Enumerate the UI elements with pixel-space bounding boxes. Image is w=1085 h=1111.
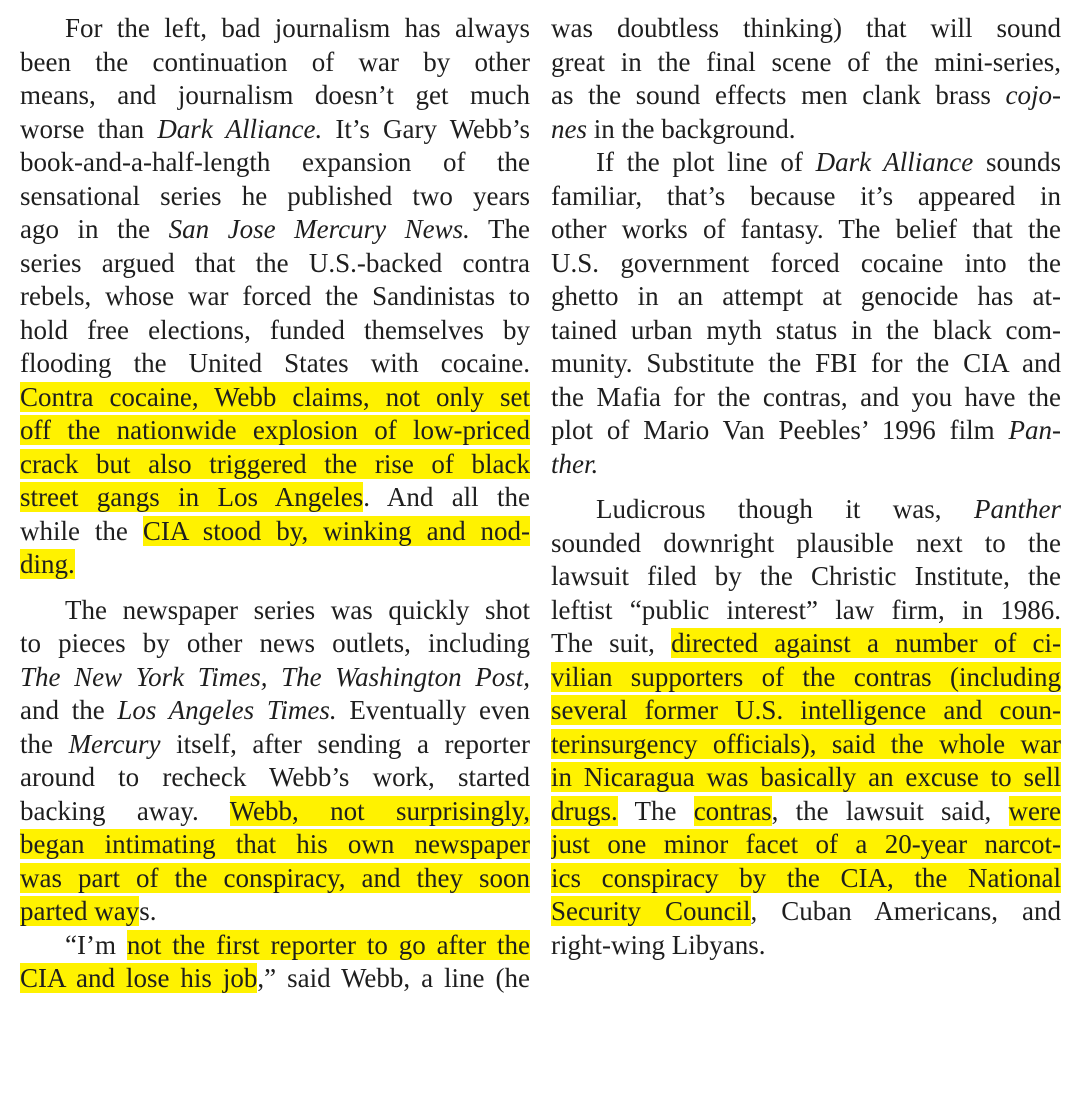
italic-text: cojo- [1005, 80, 1061, 110]
text-line: means, and journalism doesn’t get much [20, 80, 530, 110]
highlighted-text: directed against a number of ci- [671, 628, 1061, 658]
text-line: The newspaper series was quickly shot [65, 594, 530, 625]
text-run: , Cuban Americans, and [750, 896, 1061, 926]
highlighted-text: not the first reporter to go after the [126, 929, 530, 960]
text-run: itself, after sending a reporter [160, 728, 530, 759]
left-column [20, 12, 530, 996]
text-line: right-wing Libyans. [551, 929, 766, 960]
text-line [20, 962, 530, 996]
highlighted-text: in Nicaragua was basically an excuse to sell [551, 762, 1061, 792]
text-line: rebels, whose war forced the Sandinistas to [20, 281, 530, 311]
highlighted-text: crack but also triggered the rise of black [20, 448, 530, 479]
text-run: and the [20, 695, 118, 725]
text-line [20, 694, 530, 728]
newspaper-title: The New York Times, [20, 661, 268, 692]
text-line: great in the final scene of the mini-series, [551, 46, 1061, 77]
text-line [551, 414, 1061, 448]
text-line [20, 481, 530, 515]
highlighted-text: off the nationwide explosion of low-priced [20, 415, 530, 445]
highlighted-text: parted way [20, 896, 140, 926]
text-line [551, 728, 1061, 762]
paragraph [20, 594, 530, 929]
highlighted-text: began intimating that his own newspaper [20, 829, 530, 859]
text-run: in the background. [587, 113, 796, 144]
highlighted-text: Webb, not surprisingly, [229, 795, 530, 826]
text-line: series argued that the U.S.-backed contra [20, 247, 530, 278]
text-run: s. [139, 896, 157, 926]
text-run: sounds [973, 147, 1061, 177]
text-line [551, 761, 1061, 795]
text-run: The suit, [551, 628, 672, 658]
text-line: was doubtless thinking) that will sound [551, 13, 1061, 43]
text-line [551, 627, 1061, 661]
text-line: ghetto in an attempt at genocide has at- [551, 281, 1061, 311]
text-line [551, 146, 1061, 180]
highlighted-text: vilian supporters of the contras (including [551, 661, 1061, 692]
highlighted-text: Contra cocaine, Webb claims, not only set [20, 381, 530, 412]
text-line: leftist “public interest” law firm, in 1986. [551, 594, 1061, 625]
text-line: U.S. government forced cocaine into the [551, 247, 1061, 278]
text-line [551, 895, 1061, 929]
text-run: worse than [20, 113, 158, 144]
text-run: Ludicrous though it was, [596, 494, 974, 524]
highlighted-text: were [1008, 795, 1061, 826]
newspaper-title: San Jose Mercury News. [168, 214, 470, 244]
text-line [551, 661, 1061, 695]
text-line [20, 448, 530, 482]
text-line: tained urban myth status in the black com- [551, 314, 1061, 345]
text-line: lawsuit filed by the Christic Institute, the [551, 561, 1061, 591]
text-run: If the plot line of [596, 147, 816, 177]
text-line [20, 728, 530, 762]
text-line [20, 828, 530, 862]
text-line [20, 414, 530, 448]
text-run: The [469, 214, 530, 244]
text-run: It’s Gary Webb’s [322, 113, 530, 144]
paragraph [551, 12, 1061, 146]
highlighted-text: terinsurgency officials), said the whole war [551, 728, 1061, 759]
text-run: ,” said Webb, a line (he [257, 963, 530, 993]
paragraph [20, 929, 530, 996]
newspaper-title: Mercury [68, 728, 161, 759]
text-run: plot of Mario Van Peebles’ 1996 film [551, 415, 1009, 445]
highlighted-text: drugs. [551, 795, 618, 826]
text-line [20, 795, 530, 829]
text-run: while the [20, 515, 143, 546]
highlighted-text: street gangs in Los Angeles [20, 482, 364, 512]
text-run [268, 662, 282, 692]
text-line: sounded downright plausible next to the [551, 527, 1061, 558]
book-title: Dark Alliance. [157, 113, 323, 144]
text-line [20, 381, 530, 415]
text-line [551, 795, 1061, 829]
text-line: hold free elections, funded themselves by [20, 314, 530, 345]
text-line: sensational series he published two years [20, 180, 530, 211]
text-line [20, 113, 530, 147]
paragraph [551, 493, 1061, 962]
text-run: The [617, 795, 694, 826]
text-line: other works of fantasy. The belief that the [551, 214, 1061, 244]
newspaper-title: Los Angeles Times. [117, 695, 337, 725]
text-line: flooding the United States with cocaine. [20, 348, 530, 378]
text-line [20, 929, 530, 963]
paragraph-gap [551, 481, 1061, 493]
text-line [551, 79, 1061, 113]
highlighted-text: ics conspiracy by the CIA, the National [551, 862, 1061, 893]
highlighted-text: ding. [20, 549, 75, 579]
highlighted-text: contras [693, 795, 772, 826]
text-line: around to recheck Webb’s work, started [20, 762, 530, 792]
right-column [551, 12, 1061, 962]
highlighted-text: CIA stood by, winking and nod- [142, 515, 530, 546]
text-run: backing away. [20, 795, 230, 826]
text-run: as the sound effects men clank brass [551, 80, 1006, 110]
text-line [20, 548, 530, 582]
highlighted-text: CIA and lose his job [20, 963, 258, 993]
italic-text: nes [551, 113, 587, 144]
film-title: ther. [551, 448, 599, 479]
text-line: to pieces by other news outlets, including [20, 628, 530, 658]
paragraph-gap [20, 582, 530, 594]
paragraph [551, 146, 1061, 481]
text-run: Eventually even [336, 695, 530, 725]
text-run: , the lawsuit said, [771, 795, 1009, 826]
highlighted-text: several former U.S. intelligence and coun- [551, 695, 1061, 725]
text-line [551, 828, 1061, 862]
text-line [551, 113, 1061, 147]
text-line [20, 895, 530, 929]
highlighted-text: was part of the conspiracy, and they soon [20, 862, 530, 893]
paragraph [20, 12, 530, 582]
newspaper-title: The Washington Post, [281, 661, 530, 692]
text-line [20, 515, 530, 549]
text-line: For the left, bad journalism has always [65, 13, 530, 43]
film-title: Panther [974, 494, 1061, 524]
text-line [551, 493, 1061, 527]
text-line [551, 448, 1061, 482]
text-line: been the continuation of war by other [20, 46, 530, 77]
text-line [551, 862, 1061, 896]
text-line [551, 694, 1061, 728]
text-line: munity. Substitute the FBI for the CIA and [551, 348, 1061, 378]
text-line: familiar, that’s because it’s appeared in [551, 180, 1061, 211]
book-title: Dark Alliance [815, 147, 974, 177]
text-run: the [20, 728, 69, 759]
text-line [20, 661, 530, 695]
text-run: “I’m [65, 929, 127, 960]
text-run: ago in the [20, 214, 169, 244]
text-line [20, 213, 530, 247]
text-line: book-and-a-half-length expansion of the [20, 147, 530, 177]
text-run: . And all the [363, 482, 530, 512]
highlighted-text: just one minor facet of a 20-year narcot- [551, 829, 1061, 859]
text-line [20, 862, 530, 896]
text-line: the Mafia for the contras, and you have the [551, 381, 1061, 412]
highlighted-text: Security Council [551, 896, 751, 926]
film-title: Pan- [1008, 415, 1061, 445]
